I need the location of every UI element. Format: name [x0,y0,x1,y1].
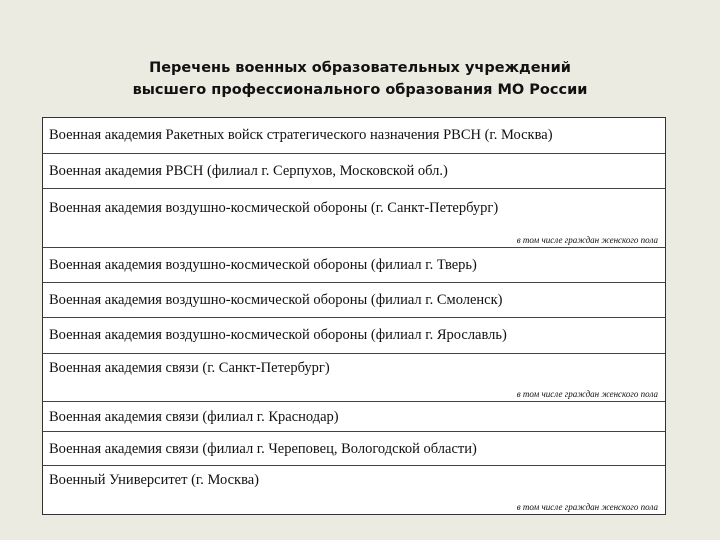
title-line-1: Перечень военных образовательных учреждений [149,60,571,76]
institution-note: в том числе граждан женского пола [516,235,658,245]
list-item [43,283,665,318]
title-line-2: высшего профессионального образования МО России [132,82,588,98]
list-item [43,248,665,283]
institution-name: Военный Университет (г. Москва) [49,472,260,488]
institution-name: Военная академия РВСН (филиал г. Серпухов, Московской обл.) [49,163,448,179]
institution-note: в том числе граждан женского пола [516,502,658,512]
list-item [43,432,665,466]
list-item [43,354,665,402]
institutions-list [42,117,666,515]
institution-name: Военная академия связи (филиал г. Череповец, Вологодской области) [49,441,477,457]
institution-name: Военная академия воздушно-космической обороны (г. Санкт-Петербург) [49,200,499,216]
list-item [43,189,665,248]
institution-note: в том числе граждан женского пола [516,389,658,399]
list-item [43,402,665,432]
institution-name: Военная академия воздушно-космической обороны (филиал г. Ярославль) [49,327,507,343]
list-item [43,154,665,189]
list-item [43,318,665,354]
institution-name: Военная академия воздушно-космической обороны (филиал г. Тверь) [49,257,477,273]
institution-name: Военная академия Ракетных войск стратегического назначения РВСН (г. Москва) [49,127,553,143]
list-item [43,118,665,154]
page-title [0,57,720,101]
list-item [43,466,665,514]
institution-name: Военная академия связи (г. Санкт-Петербург) [49,360,330,376]
institution-name: Военная академия воздушно-космической обороны (филиал г. Смоленск) [49,292,503,308]
institution-name: Военная академия связи (филиал г. Краснодар) [49,409,339,425]
